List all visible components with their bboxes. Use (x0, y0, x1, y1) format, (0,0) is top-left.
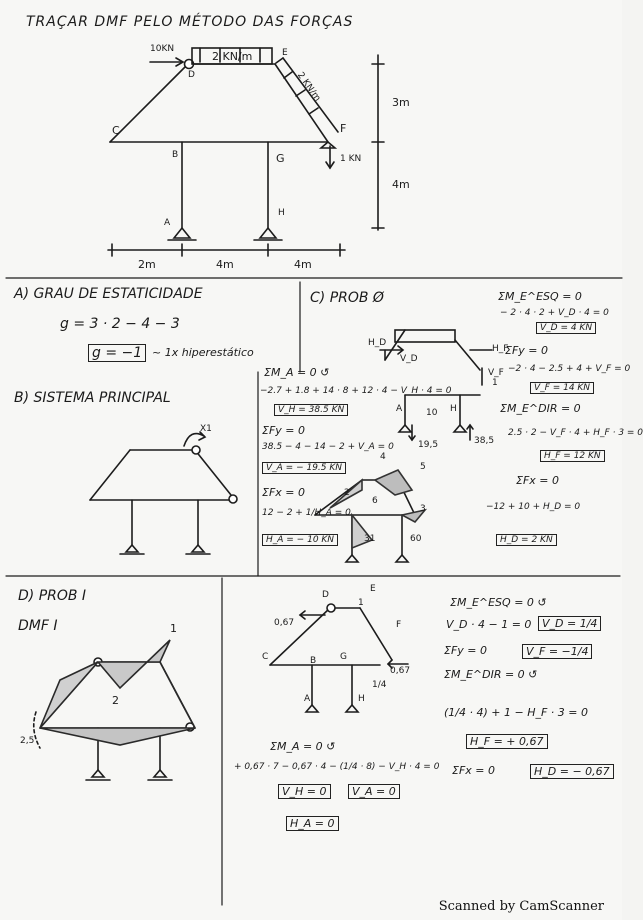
d-25-label: 2,5 (20, 736, 35, 746)
c-left-2: V_H = 38.5 KN (274, 404, 348, 416)
load-10kn-label: 10KN (150, 44, 175, 54)
c-vf-label: V_F (488, 368, 504, 378)
c-60-label: 60 (410, 534, 422, 544)
c-left-0: ΣM_A = 0 ↺ (264, 366, 330, 379)
d-eq-9: H_D = − 0,67 (530, 764, 614, 779)
x1-label: X1 (200, 424, 212, 434)
dim-2m-label: 2m (138, 258, 156, 271)
node-e-label: E (282, 48, 288, 58)
c-eq-9: ΣFx = 0 (516, 474, 559, 487)
section-a-heading: A) GRAU DE ESTATICIDADE (14, 286, 203, 302)
c-left-3: ΣFy = 0 (262, 424, 305, 437)
d-1-label: 1 (170, 622, 177, 635)
c-eq-3: ΣFy = 0 (505, 344, 548, 357)
section-b-heading: B) SISTEMA PRINCIPAL (14, 390, 171, 406)
d-2-label: 2 (112, 694, 119, 707)
member-c-d (110, 64, 188, 142)
d-eq-7: H_F = + 0,67 (466, 734, 548, 749)
c-4-label: 4 (380, 452, 386, 462)
d-bottom-2: V_H = 0 (278, 784, 331, 799)
node-d-label: D (188, 70, 195, 80)
d-067b-label: 0,67 (390, 666, 411, 676)
d-eq-5: ΣM_E^DIR = 0 ↺ (444, 668, 538, 681)
d-eq-8: ΣFx = 0 (452, 764, 495, 777)
c-385-label: 38,5 (474, 436, 495, 446)
d-h-label: H (358, 694, 365, 704)
c-eq-10: −12 + 10 + H_D = 0 (486, 502, 581, 512)
dim-4m-vertical-label: 4m (392, 178, 410, 191)
d-eq-2: V_D = 1/4 (538, 616, 601, 631)
dim-3m-label: 3m (392, 96, 410, 109)
c-2-label: 2 (344, 488, 350, 498)
d-bottom-0: ΣM_A = 0 ↺ (270, 740, 336, 753)
scanner-footer: Scanned by CamScanner (438, 899, 604, 914)
c-hf-label: H_F (492, 344, 509, 354)
page-title: TRAÇAR DMF PELO MÉTODO DAS FORÇAS (26, 14, 354, 30)
section-c-heading: C) PROB Ø (310, 290, 384, 306)
c-3-label: 3 (420, 504, 426, 514)
c-eq-11: H_D = 2 KN (496, 534, 557, 546)
node-c-label: C (112, 124, 120, 137)
d-c-label: C (262, 652, 269, 662)
dim-4m-left-label: 4m (216, 258, 234, 271)
node-g-label: G (276, 152, 285, 165)
node-f-label: F (340, 122, 347, 135)
c-hd-label: H_D (368, 338, 387, 348)
section-a-note: ~ 1x hiperestático (152, 346, 254, 359)
d-quarter-label: 1/4 (372, 680, 387, 690)
d-eq-3: ΣFy = 0 (444, 644, 487, 657)
c-6-label: 6 (372, 496, 378, 506)
c-a-label: A (396, 404, 403, 414)
load-1kn-label: 1 KN (340, 154, 362, 164)
c-eq-7: 2.5 · 2 − V_F · 4 + H_F · 3 = 0 (508, 428, 643, 438)
c-5-label: 5 (420, 462, 426, 472)
c-left-1: −2.7 + 1.8 + 14 · 8 + 12 · 4 − V_H · 4 = 0 (260, 386, 452, 396)
c-eq-6: ΣM_E^DIR = 0 (500, 402, 581, 415)
d-eq-6: (1/4 · 4) + 1 − H_F · 3 = 0 (444, 706, 588, 719)
d-one-label: 1 (358, 598, 364, 608)
c-eq-2: V_D = 4 KN (536, 322, 596, 334)
d-a-label: A (304, 694, 311, 704)
c-eq-8: H_F = 12 KN (540, 450, 605, 462)
dim-4m-right-label: 4m (294, 258, 312, 271)
d-eq-1: V_D · 4 − 1 = 0 (446, 618, 532, 631)
c-left-4: 38.5 − 4 − 14 − 2 + V_A = 0 (262, 442, 394, 452)
d-e-label: E (370, 584, 376, 594)
dist-load-incl-label: 2 KN/m (294, 70, 323, 104)
d-b-label: B (310, 656, 317, 666)
d-067a-label: 0,67 (274, 618, 295, 628)
c-10-label: 10 (426, 408, 438, 418)
section-d-subheading: DMF I (18, 618, 58, 634)
d-d-label: D (322, 590, 329, 600)
dist-load-top-label: 2 KN/m (212, 50, 253, 63)
d-g-label: G (340, 652, 347, 662)
section-a-equation: g = 3 · 2 − 4 − 3 (60, 316, 180, 332)
c-eq-4: −2 · 4 − 2.5 + 4 + V_F = 0 (508, 364, 631, 374)
c-left-7: 12 − 2 + 1/H_A = 0 (262, 508, 351, 518)
c-eq-5: V_F = 14 KN (530, 382, 594, 394)
c-eq-1: − 2 · 4 · 2 + V_D · 4 = 0 (500, 308, 609, 318)
node-h-label: H (278, 208, 285, 218)
c-left-8: H_A = − 10 KN (262, 534, 338, 546)
d-eq-0: ΣM_E^ESQ = 0 ↺ (450, 596, 547, 609)
d-f-label: F (396, 620, 402, 630)
node-b-label: B (172, 150, 179, 160)
c-left-5: V_A = − 19.5 KN (262, 462, 346, 474)
c-vd-label: V_D (400, 354, 418, 364)
c-31-label: 31 (364, 534, 376, 544)
d-bottom-1: + 0,67 · 7 − 0,67 · 4 − (1/4 · 8) − V_H · 4 = 0 (234, 762, 440, 772)
c-195-label: 19,5 (418, 440, 439, 450)
c-left-6: ΣFx = 0 (262, 486, 305, 499)
section-d-heading: D) PROB I (18, 588, 87, 604)
section-a-result: g = −1 (88, 344, 146, 362)
c-1-label: 1 (492, 378, 498, 388)
d-eq-4: V_F = −1/4 (522, 644, 592, 659)
node-a-label: A (164, 218, 171, 228)
d-bottom-4: H_A = 0 (286, 816, 339, 831)
d-bottom-3: V_A = 0 (348, 784, 400, 799)
c-eq-0: ΣM_E^ESQ = 0 (498, 290, 582, 303)
c-h-label: H (450, 404, 457, 414)
